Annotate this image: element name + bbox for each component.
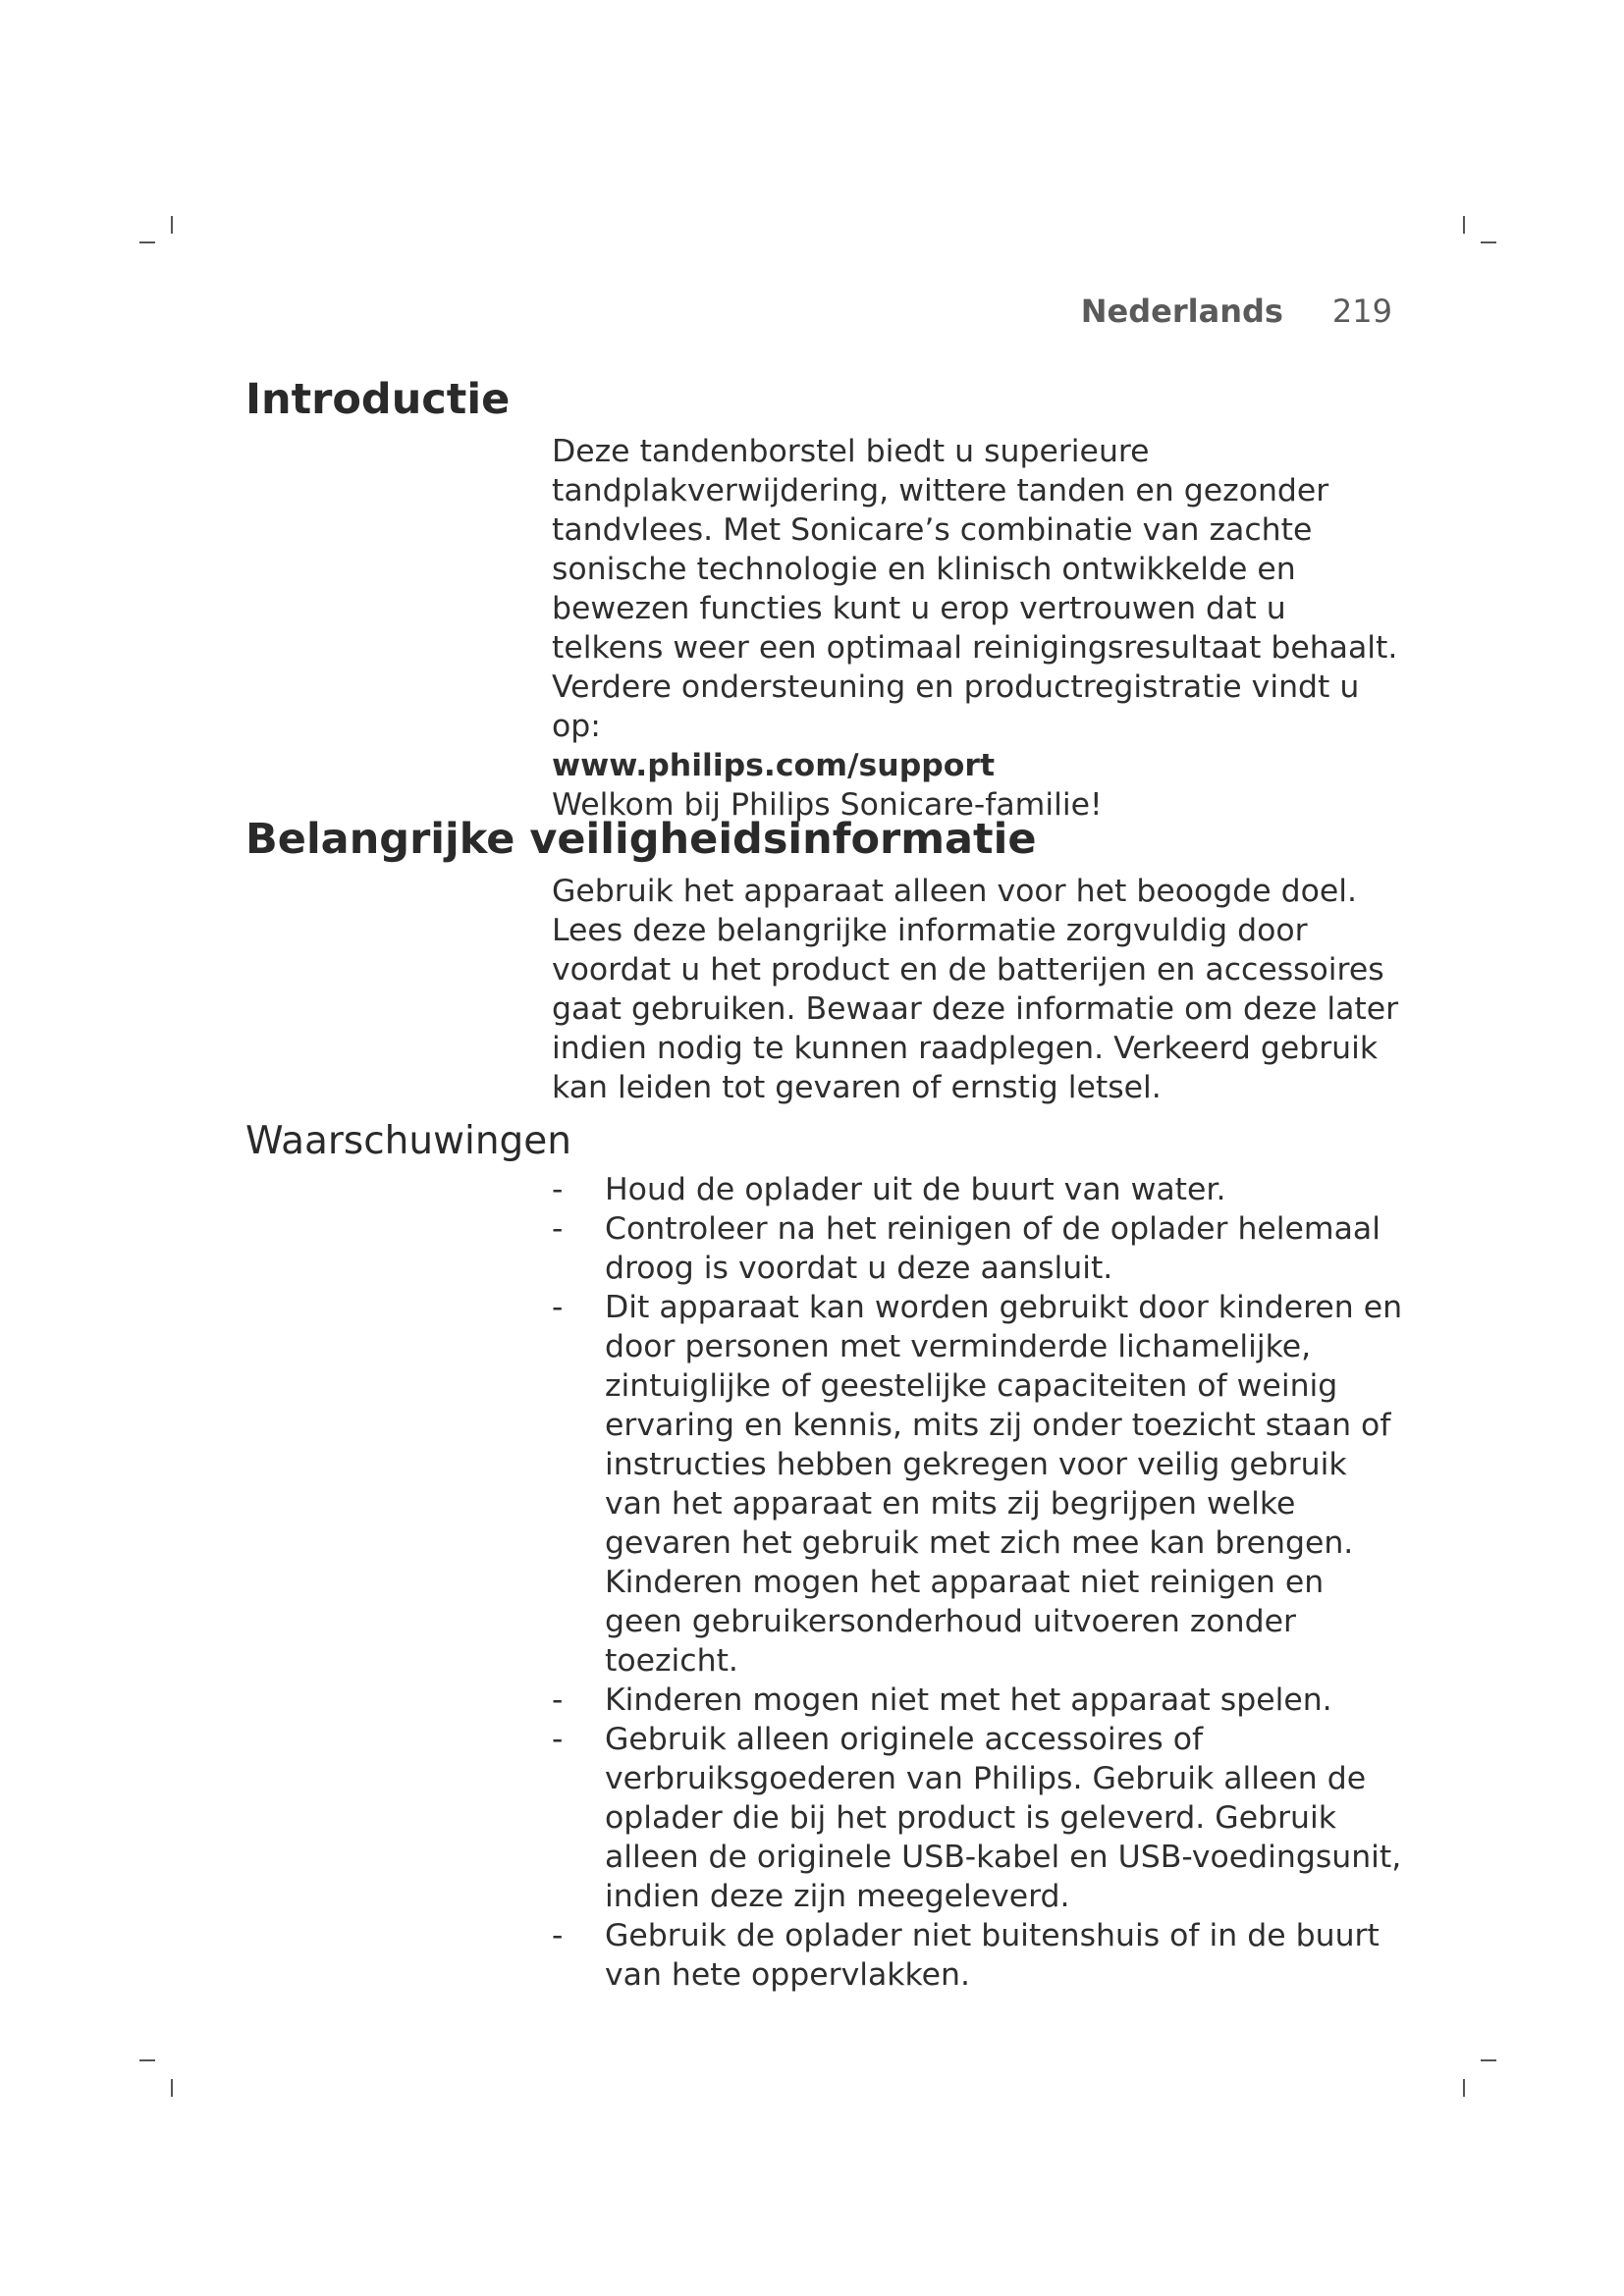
safety-title: Belangrijke veiligheidsinformatie [245,815,1037,864]
list-item [552,1681,1406,1720]
crop-mark-bottom-right-h [1481,2059,1496,2061]
crop-mark-top-left-v [171,216,173,234]
warnings-title: Waarschuwingen [245,1119,572,1163]
support-link[interactable]: www.philips.com/support [552,748,996,783]
crop-mark-top-right-v [1463,216,1465,234]
introduction-title: Introductie [245,375,511,424]
page-number: 219 [1331,293,1392,330]
warning-text: Controleer na het reinigen of de oplader helemaal droog is voordat u deze aansluit. [605,1211,1380,1286]
header-language: Nederlands [1080,293,1283,330]
safety-body [552,872,1406,1107]
crop-mark-bottom-left-v [171,2079,173,2097]
safety-paragraph: Gebruik het apparaat alleen voor het beoogde doel. Lees deze belangrijke informatie zorgvuldig door voordat u het product en de batterijen en accessoires gaat gebruiken. Bewaar deze informatie om deze later indien nodig te kunnen raadplegen. Verkeerd gebruik kan leiden tot gevaren of ernstig letsel. [552,874,1399,1105]
introduction-body [552,432,1406,825]
introduction-paragraph: Deze tandenborstel biedt u superieure tandplakverwijdering, wittere tanden en gezonder tandvlees. Met Sonicare’s combinatie van zachte sonische technologie en klinisch ontwikkelde en bewezen functies kunt u erop vertrouwen dat u telkens weer een optimaal reinigingsresultaat behaalt. [552,434,1398,666]
welcome-text: Welkom bij Philips Sonicare-familie! [552,787,1103,823]
list-item [552,1916,1406,1995]
list-item [552,1288,1406,1681]
crop-mark-bottom-right-v [1463,2079,1465,2097]
bullet-dash: - [552,1682,564,1718]
bullet-dash: - [552,1172,564,1207]
bullet-dash: - [552,1722,564,1757]
crop-mark-top-right-h [1481,241,1496,243]
page-header [1081,293,1392,330]
list-item [552,1209,1406,1288]
warning-text: Dit apparaat kan worden gebruikt door kinderen en door personen met verminderde lichamelijke, zintuiglijke of geestelijke capaciteiten of weinig ervaring en kennis, mits zij onder toezicht staan of instructies hebben gekregen voor veilig gebruik van het apparaat en mits zij begrijpen welke gevaren het gebruik met zich mee kan brengen. Kinderen mogen het apparaat niet reinigen en geen gebruikersonderhoud uitvoeren zonder toezicht. [605,1290,1403,1679]
support-text: Verdere ondersteuning en productregistratie vindt u op: [552,669,1360,744]
list-item [552,1720,1406,1916]
bullet-dash: - [552,1290,564,1325]
bullet-dash: - [552,1918,564,1953]
crop-mark-bottom-left-h [139,2059,155,2061]
bullet-dash: - [552,1211,564,1247]
list-item [552,1170,1406,1209]
warning-text: Kinderen mogen niet met het apparaat spelen. [605,1682,1332,1718]
warning-text: Houd de oplader uit de buurt van water. [605,1172,1226,1207]
warning-text: Gebruik alleen originele accessoires of verbruiksgoederen van Philips. Gebruik alleen de oplader die bij het product is geleverd. Gebruik alleen de originele USB-kabel en USB-voedingsunit, indien deze zijn meegeleverd. [605,1722,1402,1914]
warnings-list [552,1170,1406,1995]
warning-text: Gebruik de oplader niet buitenshuis of in de buurt van hete oppervlakken. [605,1918,1380,1993]
crop-mark-top-left-h [139,241,155,243]
